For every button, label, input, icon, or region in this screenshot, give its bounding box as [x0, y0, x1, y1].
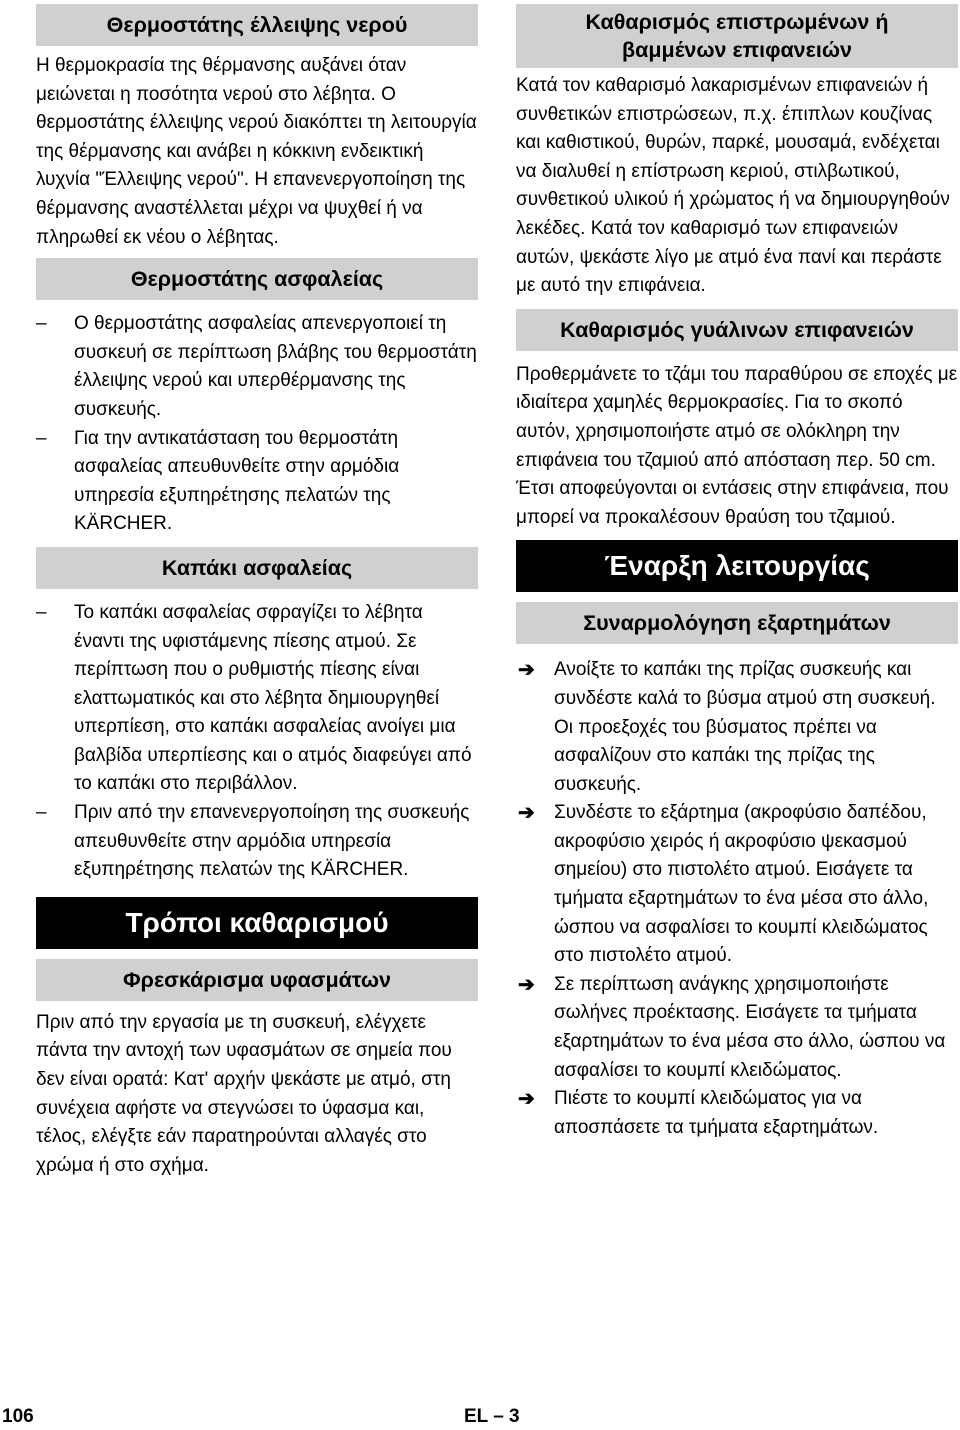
dash-marker: – — [36, 601, 47, 623]
chapter-heading-cleaning-methods: Τρόποι καθαρισμού — [36, 897, 478, 949]
right-column — [516, 0, 958, 1142]
dash-marker: – — [36, 313, 47, 335]
paragraph-fabric-refresh: Πριν από την εργασία με τη συσκευή, ελέγχετε πάντα την αντοχή των υφασμάτων σε σημεία που δεν είναι ορατά: Κατ' αρχήν ψεκάστε με ατμό, στη συνέχεια αφήστε να στεγνώσει το ύφασμα και, τέλος, ελέγξτε εάν παρατηρούνται αλλαγές στο χρώμα ή στο σχήμα. — [36, 1011, 452, 1176]
list-item: ➔ Ανοίξτε το καπάκι της πρίζας συσκευής και συνδέστε καλά το βύσμα ατμού στη συσκευή. Οι προεξοχές του βύσματος πρέπει να ασφαλίζουν στο καπάκι της πρίζας της συσκευής. — [516, 656, 958, 799]
section-heading-assembly: Συναρμολόγηση εξαρτημάτων — [516, 602, 958, 644]
language-page-label: EL – 3 — [464, 1406, 520, 1427]
list-item: – Ο θερμοστάτης ασφαλείας απενεργοποιεί τη συσκευή σε περίπτωση βλάβης του θερμοστάτη έλλειψης νερού και υπερθέρμανσης της συσκευής. — [36, 310, 478, 424]
dash-marker: – — [36, 427, 47, 449]
list-item: – Το καπάκι ασφαλείας σφραγίζει το λέβητα έναντι της υφιστάμενης πίεσης ατμού. Σε περίπτωση που ο ρυθμιστής πίεσης είναι ελαττωματικός και στο λέβητα δημιουργηθεί υπερπίεση, στο καπάκι ασφαλείας ανοίγει μια βαλβίδα υπερπίεσης και ο ατμός διαφεύγει από το καπάκι στο περιβάλλον. — [36, 599, 478, 799]
list-item: – Για την αντικατάσταση του θερμοστάτη ασφαλείας απευθυνθείτε στην αρμόδια υπηρεσία εξυπηρέτησης πελατών της KÄRCHER. — [36, 425, 478, 539]
paragraph-water-thermostat: Η θερμοκρασία της θέρμανσης αυξάνει όταν μειώνεται η ποσότητα νερού στο λέβητα. Ο θερμοστάτης έλλειψης νερού διακόπτει τη λειτουργία της θέρμανσης και ανάβει η κόκκινη ενδεικτική λυχνία "Έλλειψης νερού". Η επανενεργοποίηση της θέρμανσης αναστέλλεται μέχρι να ψυχθεί ή να πληρωθεί εκ νέου ο λέβητας. — [36, 55, 477, 248]
list-item: ➔ Συνδέστε το εξάρτημα (ακροφύσιο δαπέδου, ακροφύσιο χειρός ή ακροφύσιο ψεκασμού σημείου) στο πιστολέτο ατμού. Εισάγετε τα τμήματα εξαρτημάτων το ένα μέσα στο άλλο, ώσπου να ασφαλίσει το κουμπί κλειδώματος στο πιστολέτο ατμού. — [516, 799, 958, 971]
section-heading-coated-surfaces: Καθαρισμός επιστρωμένων ή βαμμένων επιφανειών — [516, 4, 958, 68]
arrow-right-icon: ➔ — [518, 973, 535, 996]
left-column — [36, 0, 478, 1180]
safety-thermostat-list — [36, 310, 478, 539]
arrow-right-icon: ➔ — [518, 659, 535, 682]
section-heading-safety-cap: Καπάκι ασφαλείας — [36, 547, 478, 589]
list-item: – Πριν από την επανενεργοποίηση της συσκευής απευθυνθείτε στην αρμόδια υπηρεσία εξυπηρέτησης πελατών της KÄRCHER. — [36, 799, 478, 885]
list-item: ➔ Πιέστε το κουμπί κλειδώματος για να αποσπάσετε τα τμήματα εξαρτημάτων. — [516, 1085, 958, 1142]
section-heading-glass-surfaces: Καθαρισμός γυάλινων επιφανειών — [516, 309, 958, 351]
section-heading-fabric-refresh: Φρεσκάρισμα υφασμάτων — [36, 959, 478, 1001]
section-heading-safety-thermostat: Θερμοστάτης ασφαλείας — [36, 258, 478, 300]
assembly-steps-list — [516, 656, 958, 1142]
safety-cap-list — [36, 599, 478, 885]
arrow-right-icon: ➔ — [518, 1088, 535, 1111]
list-item: ➔ Σε περίπτωση ανάγκης χρησιμοποιήστε σωλήνες προέκτασης. Εισάγετε τα τμήματα εξαρτημάτων το ένα μέσα στο άλλο, ώσπου να ασφαλίσει το κουμπί κλειδώματος. — [516, 971, 958, 1085]
page-number: 106 — [2, 1406, 34, 1427]
dash-marker: – — [36, 802, 47, 824]
section-heading-water-thermostat: Θερμοστάτης έλλειψης νερού — [36, 4, 478, 46]
arrow-right-icon: ➔ — [518, 802, 535, 825]
chapter-heading-start-operation: Έναρξη λειτουργίας — [516, 540, 958, 592]
paragraph-coated-surfaces: Κατά τον καθαρισμό λακαρισμένων επιφανειών ή συνθετικών επιστρώσεων, π.χ. έπιπλων κουζίνας και καθιστικού, θυρών, παρκέ, μουσαμά, ενδέχεται να διαλυθεί η επίστρωση κεριού, στιλβωτικού, συνθετικού υλικού ή χρώματος ή να δημιουργηθούν λεκέδες. Κατά τον καθαρισμό των επιφανειών αυτών, ψεκάστε λίγο με ατμό ένα πανί και περάστε με αυτό την επιφάνεια. — [516, 75, 950, 297]
paragraph-glass-surfaces: Προθερμάνετε το τζάμι του παραθύρου σε εποχές με ιδιαίτερα χαμηλές θερμοκρασίες. Για το σκοπό αυτόν, χρησιμοποιήστε ατμό σε ολόκληρη την επιφάνεια του τζαμιού από απόσταση περ. 50 cm. Έτσι αποφεύγονται οι εντάσεις στην επιφάνεια, που μπορεί να προκαλέσουν θραύση του τζαμιού. — [516, 363, 958, 528]
